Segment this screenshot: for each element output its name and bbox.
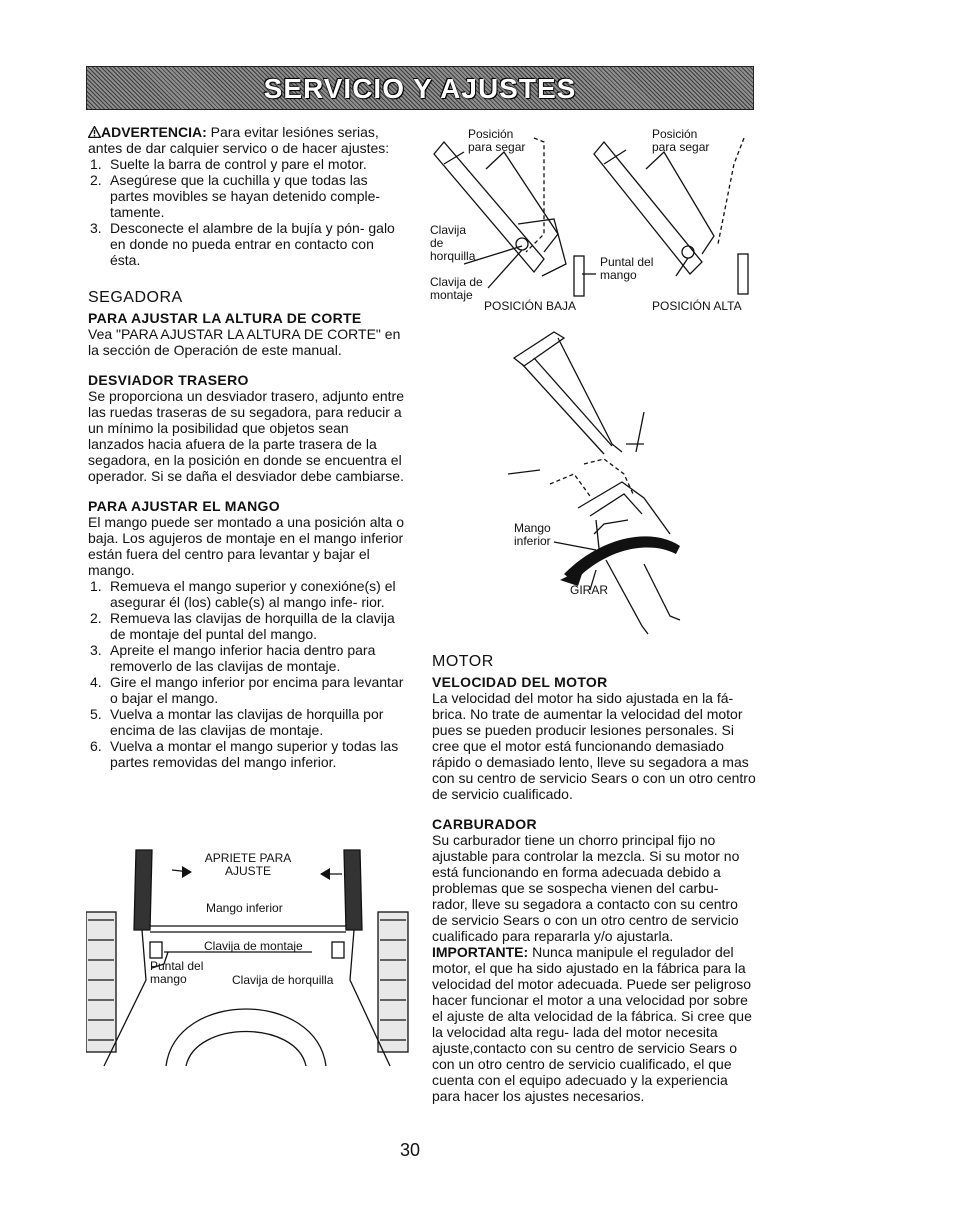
warning-label: ADVERTENCIA: <box>101 124 207 140</box>
list-item: 1. Remueva el mango superior y conexióne(s) el asegurar él (los) cable(s) al mango infe- rior. <box>90 578 396 610</box>
list-item: 6. Vuelva a montar el mango superior y todas las partes removidas del mango inferior. <box>90 738 399 770</box>
altura-text: Vea "PARA AJUSTAR LA ALTURA DE CORTE" en la sección de Operación de este manual. <box>88 326 401 358</box>
list-item: 2. Asegúrese que la cuchilla y que todas las partes movibles se hayan detenido comple- tamente. <box>90 172 381 220</box>
mango-steps <box>88 578 408 770</box>
list-item: 1. Suelte la barra de control y pare el motor. <box>90 156 367 172</box>
heading-desviador: DESVIADOR TRASERO <box>88 372 249 388</box>
page-number: 30 <box>400 1140 421 1160</box>
warning-paragraph <box>88 124 408 156</box>
warning-list <box>88 156 408 268</box>
list-item: 3. Desconecte el alambre de la bujía y pón- galo en donde no pueda entrar en contacto con ésta. <box>90 220 395 268</box>
label-girar: GIRAR <box>570 583 609 597</box>
velocidad-text: La velocidad del motor ha sido ajustada en la fá- brica. No trate de aumentar la velocidad del motor pues se pueden producir lesiones personales. Si cree que el motor está funcionando demasiado rápido o demasiado lento, lleve su segadora a mas con su centro de servicio Sears o con un otro centro de servicio cualificado. <box>432 690 756 802</box>
heading-altura: PARA AJUSTAR LA ALTURA DE CORTE <box>88 310 362 326</box>
label-mango-inferior: Mango inferior <box>514 521 551 548</box>
label-clavija-horquilla: Clavija de horquilla <box>430 223 476 263</box>
left-column <box>88 124 408 770</box>
label-pos-segar-right: Posición para segar <box>652 127 710 154</box>
label-clavija-horquilla-bottom: Clavija de horquilla <box>232 973 334 987</box>
heading-carburador: CARBURADOR <box>432 816 537 832</box>
label-puntal: Puntal del mango <box>600 255 654 282</box>
label-mango-inferior-bottom: Mango inferior <box>206 901 283 915</box>
list-item: 4. Gire el mango inferior por encima para levantar o bajar el mango. <box>90 674 404 706</box>
heading-segadora: SEGADORA <box>88 289 183 306</box>
section-title: SERVICIO Y AJUSTES <box>263 73 577 104</box>
heading-mango: PARA AJUSTAR EL MANGO <box>88 498 280 514</box>
list-item: 3. Apreite el mango inferior hacia dentro para removerlo de las clavijas de montaje. <box>90 642 376 674</box>
list-item: 5. Vuelva a montar las clavijas de horquilla por encima de las clavijas de montaje. <box>90 706 384 738</box>
carburador-text: Su carburador tiene un chorro principal fijo no ajustable para controlar la mezcla. Si su motor no está funcionando en forma adecuada debido a problemas que se sospecha vienen del carbu- rador, lleve su segadora a contacto con su centro de servicio Sears o con un otro centro de servicio cualificado para repararla y/o ajustarla. <box>432 832 740 944</box>
heading-velocidad: VELOCIDAD DEL MOTOR <box>432 674 608 690</box>
rotate-handle-figure <box>494 324 704 654</box>
mango-text: El mango puede ser montado a una posición alta o baja. Los agujeros de montaje en el mango inferior están fuera del centro para levantar y bajar el mango. <box>88 514 404 578</box>
handle-positions-figure <box>426 124 756 314</box>
importante-text: Nunca manipule el regulador del motor, el que ha sido ajustado en la fábrica para la velocidad del motor adecuada. Puede ser peligroso hacer funcionar el motor a una velocidad por sobre el ajuste de alta velocidad de la fábrica. Si cree que la velocidad alta regu- lada del motor necesita ajuste,contacto con su centro de servicio Sears o con un otro centro de servicio cualificado, el que cuenta con el equipo adecuado y la experiencia para hacer los ajustes necesarios. <box>432 944 752 1104</box>
label-apriete: APRIETE PARA AJUSTE <box>204 851 292 878</box>
importante-paragraph <box>432 944 756 1104</box>
desviador-text: Se proporciona un desviador trasero, adjunto entre las ruedas traseras de su segadora, para reducir a un mínimo la posibilidad que objetos sean lanzados hacia afuera de la parte trasera de la segadora, en la posición en donde se encuentra el operador. Si se daña el desviador debe cambiarse. <box>88 388 404 484</box>
importante-label: IMPORTANTE: <box>432 944 529 960</box>
right-column <box>432 640 756 1104</box>
label-pos-alta: POSICIÓN ALTA <box>652 299 742 313</box>
label-clavija-montaje-bottom: Clavija de montaje <box>204 939 303 953</box>
warning-triangle-icon <box>88 126 101 138</box>
list-item: 2. Remueva las clavijas de horquilla de la clavija de montaje del puntal del mango. <box>90 610 395 642</box>
section-banner <box>86 66 754 110</box>
warning-text: Para evitar lesiónes serias, antes de dar calquier servico o de hacer ajustes: <box>88 124 390 156</box>
rotate-handle-illustration <box>494 324 704 654</box>
squeeze-adjust-figure <box>86 840 414 1072</box>
heading-motor: MOTOR <box>432 653 494 670</box>
label-pos-baja: POSICIÓN BAJA <box>484 299 577 313</box>
label-pos-segar-left: Posición para segar <box>468 127 526 154</box>
label-puntal-bottom: Puntal del mango <box>150 959 204 986</box>
label-clavija-montaje: Clavija de montaje <box>430 275 483 302</box>
